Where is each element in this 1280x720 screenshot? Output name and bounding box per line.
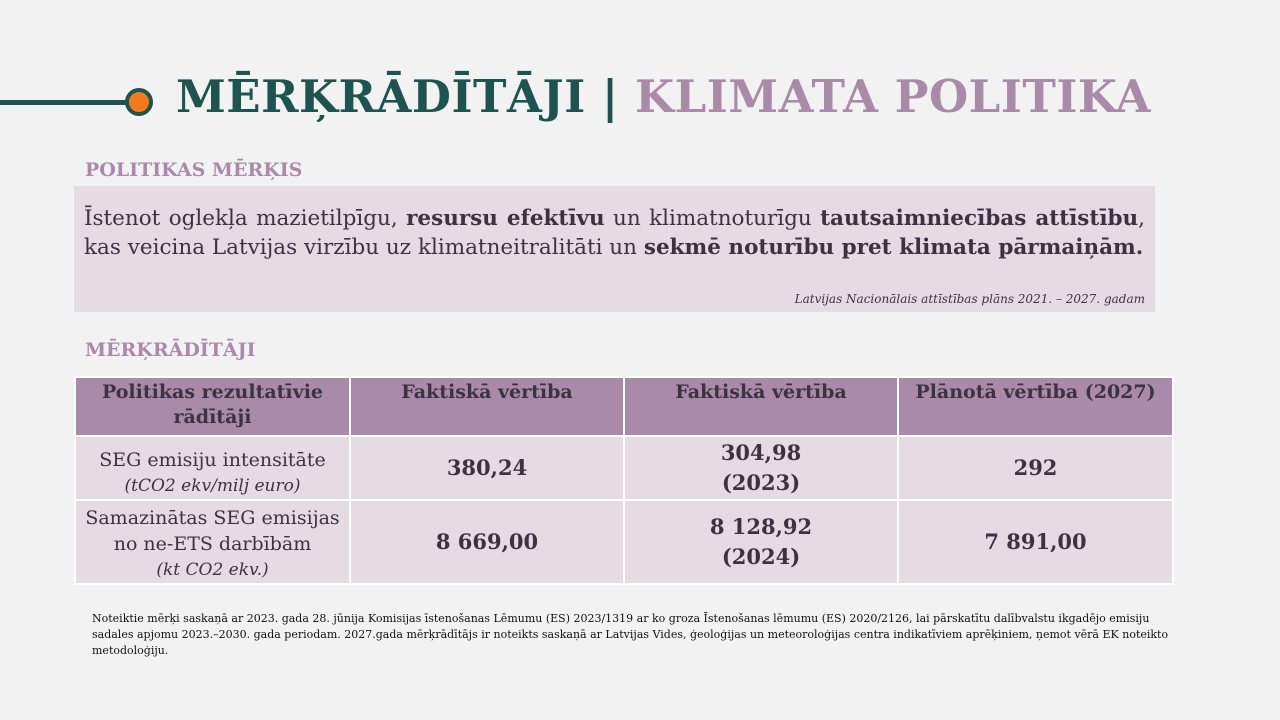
actual-value-2-year: (2024) (721, 544, 801, 569)
goal-text (84, 204, 1145, 262)
goal-text-emphasis: sekmē noturību pret klimata pārmaiņām. (643, 235, 1144, 260)
table-header-row (75, 377, 1173, 436)
header-actual-1: Faktiskā vērtība (350, 377, 624, 436)
planned-value: 7 891,00 (898, 500, 1173, 584)
indicator-name-line: SEG emisiju intensitāte (99, 449, 326, 471)
actual-value-1: 380,24 (350, 436, 624, 500)
goal-source: Latvijas Nacionālais attīstības plāns 2021. – 2027. gadam (794, 292, 1145, 306)
indicators-table (74, 376, 1174, 585)
header-indicator: Politikas rezultatīvie rādītāji (75, 377, 350, 436)
goal-text-segment: Īstenot oglekļa mazietilpīgu, (84, 206, 407, 231)
goal-text-segment: un klimatnoturīgu (604, 206, 821, 231)
header-planned: Plānotā vērtība (2027) (898, 377, 1173, 436)
goal-text-emphasis: tautsaimniecības attīstību (820, 206, 1139, 231)
indicator-name-line: no ne-ETS darbībām (113, 533, 312, 555)
header-actual-2: Faktiskā vērtība (624, 377, 898, 436)
indicator-name (75, 436, 350, 500)
table-row (75, 500, 1173, 584)
indicator-name (75, 500, 350, 584)
actual-value-1: 8 669,00 (350, 500, 624, 584)
actual-value-2-number: 8 128,92 (709, 514, 813, 539)
title-part-2: KLIMATA POLITIKA (634, 70, 1152, 123)
indicator-unit: (kt CO2 ekv.) (156, 560, 269, 580)
actual-value-2 (624, 436, 898, 500)
goal-text-segment: , kas veicina Latvijas virzību uz klimatneitralitāti un (84, 206, 1145, 260)
title-separator: | (585, 70, 635, 123)
title-part-1: MĒRĶRĀDĪTĀJI (176, 70, 586, 123)
indicator-unit: (tCO2 ekv/milj euro) (124, 476, 301, 496)
actual-value-2 (624, 500, 898, 584)
page-title (176, 70, 1151, 123)
footnote: Noteiktie mērķi saskaņā ar 2023. gada 28. jūnija Komisijas īstenošanas Lēmumu (ES) 2023/1319 ar ko groza Īstenošanas lēmumu (ES) 2020/2126, lai pārskatītu dalībvalstu ikgadējo emisiju sadales apjomu 2023.–2030. gada periodam. 2027.gada mērķrādītājs ir noteikts saskaņā ar Latvijas Vides, ģeoloģijas un meteoroloģijas centra indikatīviem aprēķiniem, ņemot vērā EK noteikto metodoloģiju. (92, 612, 1169, 657)
indicator-name-line: Samazinātas SEG emisijas (85, 507, 340, 529)
indicators-section-label: MĒRĶRĀDĪTĀJI (85, 339, 256, 361)
goal-section-label: POLITIKAS MĒRĶIS (85, 159, 303, 181)
goal-text-emphasis: resursu efektīvu (406, 206, 605, 231)
goal-box (74, 186, 1155, 312)
table-row (75, 436, 1173, 500)
planned-value: 292 (898, 436, 1173, 500)
decorative-dot (125, 88, 153, 116)
decorative-line (0, 100, 130, 105)
actual-value-2-year: (2023) (721, 470, 801, 495)
actual-value-2-number: 304,98 (720, 440, 802, 465)
